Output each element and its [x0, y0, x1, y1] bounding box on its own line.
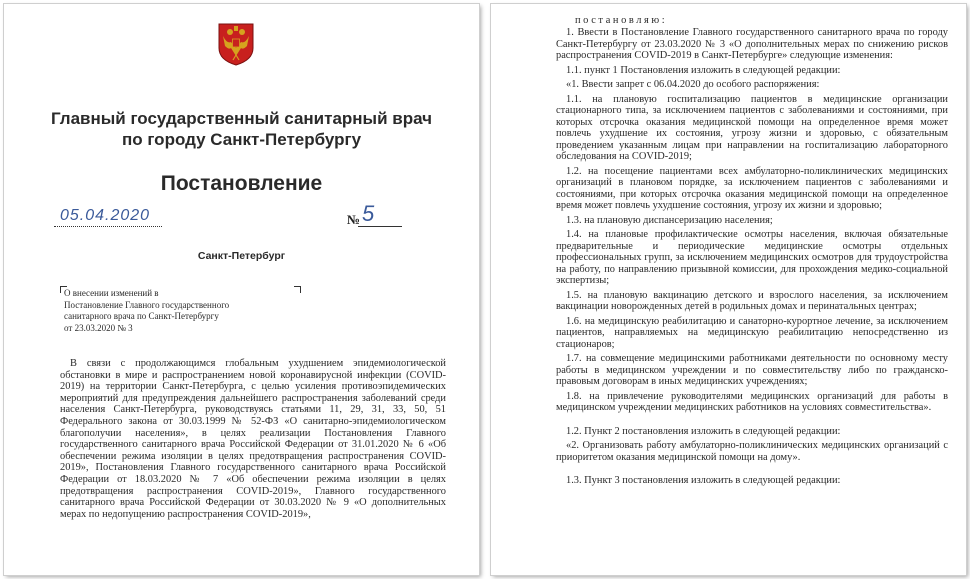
document-number-handwritten: 5	[362, 201, 375, 226]
item-1-3: 1.3. на плановую диспансеризацию населения;	[566, 214, 773, 226]
item-1-1: 1.1. на плановую госпитализацию пациентов в медицинские организации стационарного типа, за исключением пациентов с заболеваниями и состояниями, при которых отсрочка оказания медицинской помощи на определенное время может повлечь ухудшение их состояния, угрозу жизни и здоровью, с обязательным проведением указанным лицам при направлении на госпитализацию лабораторного обследования на COVID-2019;	[556, 93, 948, 162]
item-1-8: 1.8. на привлечение руководителями медицинских организаций для работы в медицинском учреждении медицинских работников на условиях совместительства».	[556, 390, 948, 413]
paragraph-1-3: 1.3. Пункт 3 постановления изложить в следующей редакции:	[566, 475, 841, 486]
document-page-2	[491, 4, 966, 575]
document-date-handwritten: 05.04.2020	[60, 207, 151, 224]
city-name: Санкт-Петербург	[197, 250, 286, 262]
paragraph-1-1: 1.1. пункт 1 Постановления изложить в следующей редакции:	[566, 64, 841, 76]
coat-of-arms-icon	[217, 22, 255, 66]
preamble-text: В связи с продолжающимся глобальным ухудшением эпидемиологической обстановки в мире и распространением новой коронавирусной инфекции (COVID-2019) на территории Санкт-Петербурга, с целью усиления противоэпидемических мероприятий для предупреждения дальнейшего распространения заболеваний среди населения Санкт-Петербурга, руководствуясь статьями 11, 29, 31, 33, 50, 51 Федерального закона от 30.03.1999 № 52-ФЗ «О санитарно-эпидемиологическом благополучии населения», в целях реализации Постановления Главного государственного санитарного врача Российской Федерации от 31.01.2020 № 6 «Об обеспечении режима изоляции в целях предотвращения распространения COVID-2019», Постановления Главного государственного санитарного врача Российской Федерации от 18.03.2020 № 7 «Об обеспечении режима изоляции в целях предотвращения распространения COVID-2019», Главного государственного санитарного врача Российской Федерации от 30.03.2020 № 9 «О дополнительных мерах по недопущению распространения COVID-2019»,	[60, 358, 446, 520]
item-1-4: 1.4. на плановые профилактические осмотры населения, включая обязательные предварительные и периодические медицинские осмотры отдельных профессиональных групп, за исключением медицинских осмотров для трудоустройства на работу, по направлению призывной комиссии, для прохождения медико-социальной экспертизы;	[556, 229, 948, 286]
item-1-2: 1.2. на посещение пациентами всех амбулаторно-поликлинических медицинских организаций в плановом порядке, за исключением пациентов с заболеваниями и состояниями, при которых отсрочка оказания медицинской помощи на определенное время может повлечь ухудшение состояния, угрозу их жизни и здоровью;	[556, 165, 948, 211]
item-1-7: 1.7. на совмещение медицинскими работниками деятельности по основному месту работы в медицинском учреждении и по совместительству либо по гражданско-правовым договорам в иных медицинских учреждениях;	[556, 353, 948, 387]
document-subject: О внесении изменений в Постановление Главного государственного санитарного врача по Санкт-Петербургу от 23.03.2020 № 3	[64, 288, 230, 333]
number-underline	[358, 226, 402, 227]
document-page-1	[4, 4, 479, 575]
number-sign: №	[347, 212, 361, 227]
issuing-authority	[4, 108, 479, 150]
paragraph-quote-2: «2. Организовать работу амбулаторно-поликлинических медицинских организаций с приоритетом оказания медицинской помощи на дому».	[556, 440, 948, 463]
paragraph-1-2: 1.2. Пункт 2 постановления изложить в следующей редакции:	[566, 425, 841, 437]
document-title: Постановление	[160, 172, 323, 195]
date-underline	[54, 226, 162, 227]
decree-word: постановляю:	[575, 15, 668, 26]
paragraph-1: 1. Ввести в Постановление Главного государственного санитарного врача по городу Санкт-Петербургу от 23.03.2020 № 3 «О дополнительных мерах по снижению рисков распространения COVID-2019 в Санкт-Петербурге» следующие изменения:	[556, 27, 948, 61]
authority-line-2: по городу Санкт-Петербургу	[121, 130, 362, 149]
item-1-5: 1.5. на плановую вакцинацию детского и взрослого населения, за исключением вакцинации новорожденных детей в родильных домах и перинатальных центрах;	[556, 289, 948, 312]
authority-line-1: Главный государственный санитарный врач	[51, 109, 432, 128]
subject-bracket-right	[294, 286, 301, 293]
decree-body	[556, 27, 948, 490]
item-1-6: 1.6. на медицинскую реабилитацию и санаторно-курортное лечение, за исключением пациентов, направляемых на медицинскую реабилитацию непосредственно из стационаров;	[556, 315, 948, 350]
paragraph-quote-1: «1. Ввести запрет с 06.04.2020 до особого распоряжения:	[566, 79, 820, 90]
